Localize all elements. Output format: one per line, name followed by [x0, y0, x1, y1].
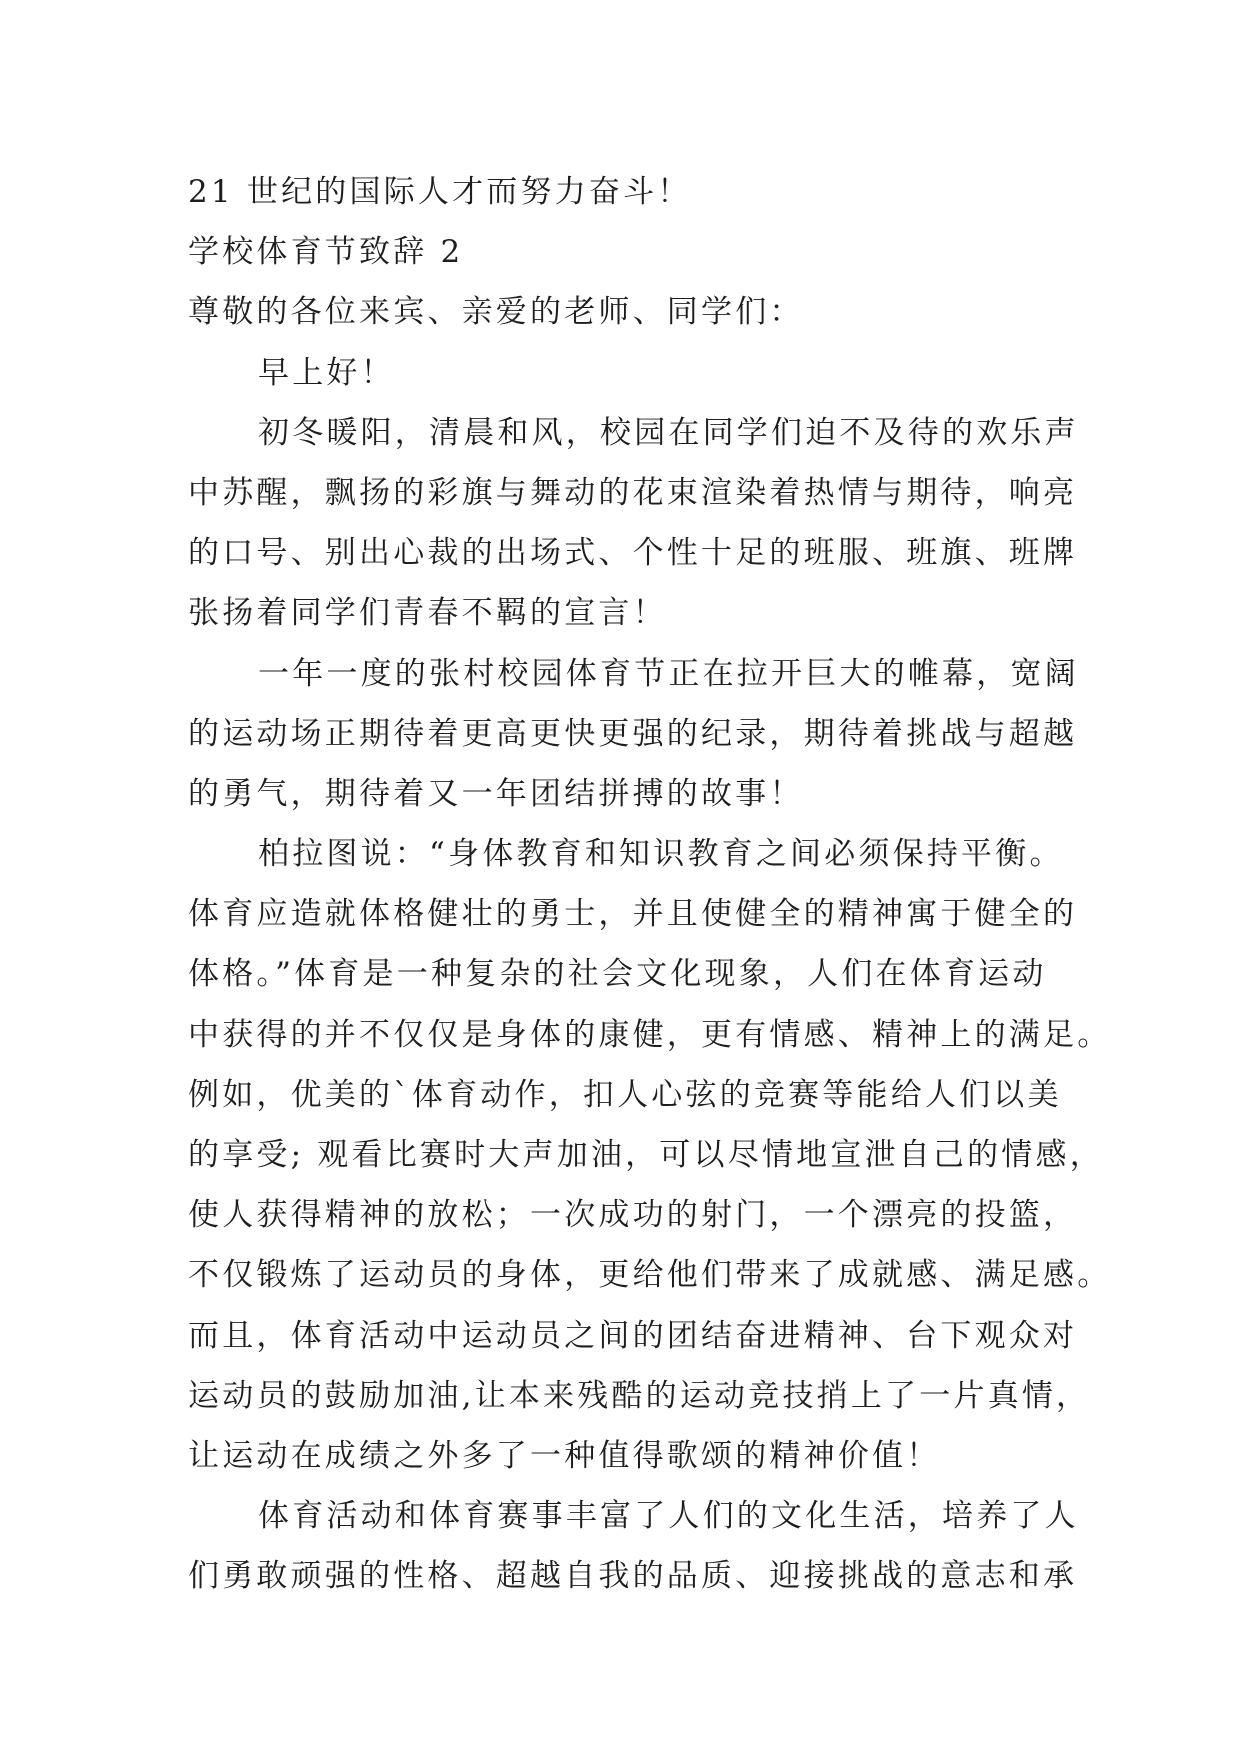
text-line: 的口号、别出心裁的出场式、个性十足的班服、班旗、班牌	[188, 535, 1078, 572]
text-line: 不仅锻炼了运动员的身体，更给他们带来了成就感、满足感。	[188, 1257, 1112, 1294]
text-line: 张扬着同学们青春不羁的宣言！	[188, 595, 667, 632]
text-line: 中获得的并不仅仅是身体的康健，更有情感、精神上的满足。	[188, 1016, 1112, 1053]
text-line: 使人获得精神的放松；一次成功的射门，一个漂亮的投篮，	[188, 1197, 1078, 1234]
greeting: 早上好！	[258, 354, 395, 391]
text-line: 体育活动和体育赛事丰富了人们的文化生活，培养了人	[258, 1498, 1079, 1535]
text-line: 运动员的鼓励加油,让本来残酷的运动竞技捎上了一片真情，	[188, 1377, 1091, 1414]
text-line: 们勇敢顽强的性格、超越自我的品质、迎接挑战的意志和承	[188, 1558, 1078, 1595]
text-line: 体育应造就体格健壮的勇士，并且使健全的精神寓于健全的	[188, 896, 1078, 933]
text-line: 例如，优美的`体育动作，扣人心弦的竞赛等能给人们以美	[188, 1076, 1062, 1113]
text-line: 柏拉图说：“身体教育和知识教育之间必须保持平衡。	[258, 836, 1064, 873]
text-line: 初冬暖阳，清晨和风，校园在同学们迫不及待的欢乐声	[258, 414, 1079, 451]
text-line: 的享受; 观看比赛时大声加油，可以尽情地宣泄自己的情感，	[188, 1137, 1104, 1173]
text-line: 中苏醒，飘扬的彩旗与舞动的花束渲染着热情与期待，响亮	[188, 474, 1078, 511]
text-line: 21 世纪的国际人才而努力奋斗！	[188, 174, 692, 210]
section-title: 学校体育节致辞 2	[188, 234, 464, 271]
text-line: 让运动在成绩之外多了一种值得歌颂的精神价值！	[188, 1437, 941, 1474]
text-line: 的勇气，期待着又一年团结拼搏的故事！	[188, 775, 804, 812]
text-line: 而且，体育活动中运动员之间的团结奋进精神、台下观众对	[188, 1317, 1078, 1354]
text-line: 的运动场正期待着更高更快更强的纪录，期待着挑战与超越	[188, 715, 1078, 752]
salutation: 尊敬的各位来宾、亲爱的老师、同学们：	[188, 294, 804, 331]
document-body	[188, 162, 1112, 1607]
text-line: 体格。”体育是一种复杂的社会文化现象，人们在体育运动	[188, 956, 1047, 993]
text-line: 一年一度的张村校园体育节正在拉开巨大的帷幕，宽阔	[258, 655, 1079, 692]
